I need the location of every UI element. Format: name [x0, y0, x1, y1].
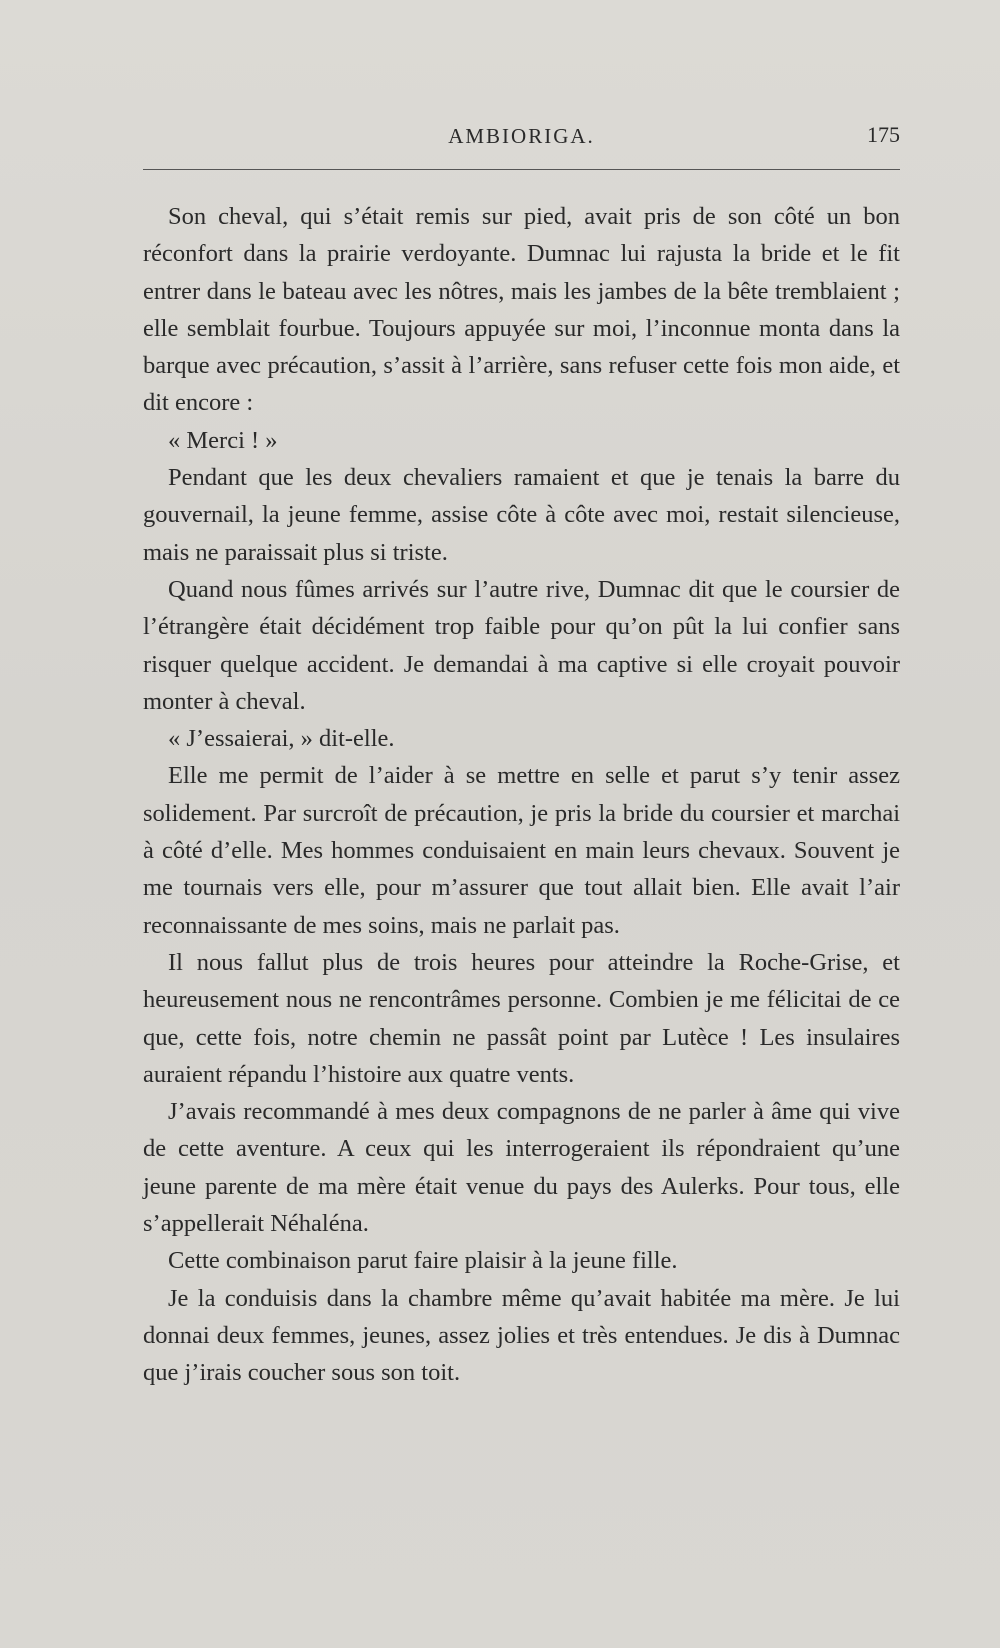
paragraph: J’avais recommandé à mes deux compagnons de ne parler à âme qui vive de cette aventure. A ceux qui les interrogeraient ils répondraient qu’une jeune parente de ma mère était venue du pays des Aulerks. Pour tous, elle s’appellerait Néhaléna.: [143, 1098, 900, 1238]
running-header: [143, 120, 900, 156]
paragraph: « Merci ! »: [168, 426, 278, 454]
body-text: [143, 198, 900, 1392]
paragraph: Cette combinaison parut faire plaisir à la jeune fille.: [168, 1247, 678, 1275]
page-number: 175: [867, 122, 900, 147]
paragraph: Son cheval, qui s’était remis sur pied, avait pris de son côté un bon réconfort dans la prairie verdoyante. Dumnac lui rajusta la bride et le fit entrer dans le bateau avec les nôtres, mais les jambes de la bête tremblaient ; elle semblait fourbue. Toujours appuyée sur moi, l’inconnue monta dans la barque avec précaution, s’assit à l’arrière, sans refuser cette fois mon aide, et dit encore :: [143, 203, 900, 417]
running-title: AMBIORIGA.: [448, 124, 595, 148]
paragraph: Elle me permit de l’aider à se mettre en selle et parut s’y tenir assez solidement. Par surcroît de précaution, je pris la bride du coursier et marchai à côté d’elle. Mes hommes conduisaient en main leurs chevaux. Souvent je me tournais vers elle, pour m’assurer que tout allait bien. Elle avait l’air reconnaissante de mes soins, mais ne parlait pas.: [143, 762, 900, 939]
paragraph: « J’essaierai, » dit-elle.: [168, 725, 395, 753]
paragraph: Je la conduisis dans la chambre même qu’avait habitée ma mère. Je lui donnai deux femmes, jeunes, assez jolies et très entendues. Je dis à Dumnac que j’irais coucher sous son toit.: [143, 1284, 900, 1387]
paragraph: Il nous fallut plus de trois heures pour atteindre la Roche-Grise, et heureusement nous ne rencontrâmes personne. Combien je me félicitai de ce que, cette fois, notre chemin ne passât point par Lutèce ! Les insulaires auraient répandu l’histoire aux quatre vents.: [143, 948, 900, 1088]
paragraph: Pendant que les deux chevaliers ramaient et que je tenais la barre du gouvernail, la jeune femme, assise côte à côte avec moi, restait silencieuse, mais ne paraissait plus si triste.: [143, 464, 900, 566]
paragraph: Quand nous fûmes arrivés sur l’autre rive, Dumnac dit que le coursier de l’étrangère était décidément trop faible pour qu’on pût la lui confier sans risquer quelque accident. Je demandai à ma captive si elle croyait pouvoir monter à cheval.: [143, 575, 900, 715]
header-rule: [143, 169, 900, 170]
